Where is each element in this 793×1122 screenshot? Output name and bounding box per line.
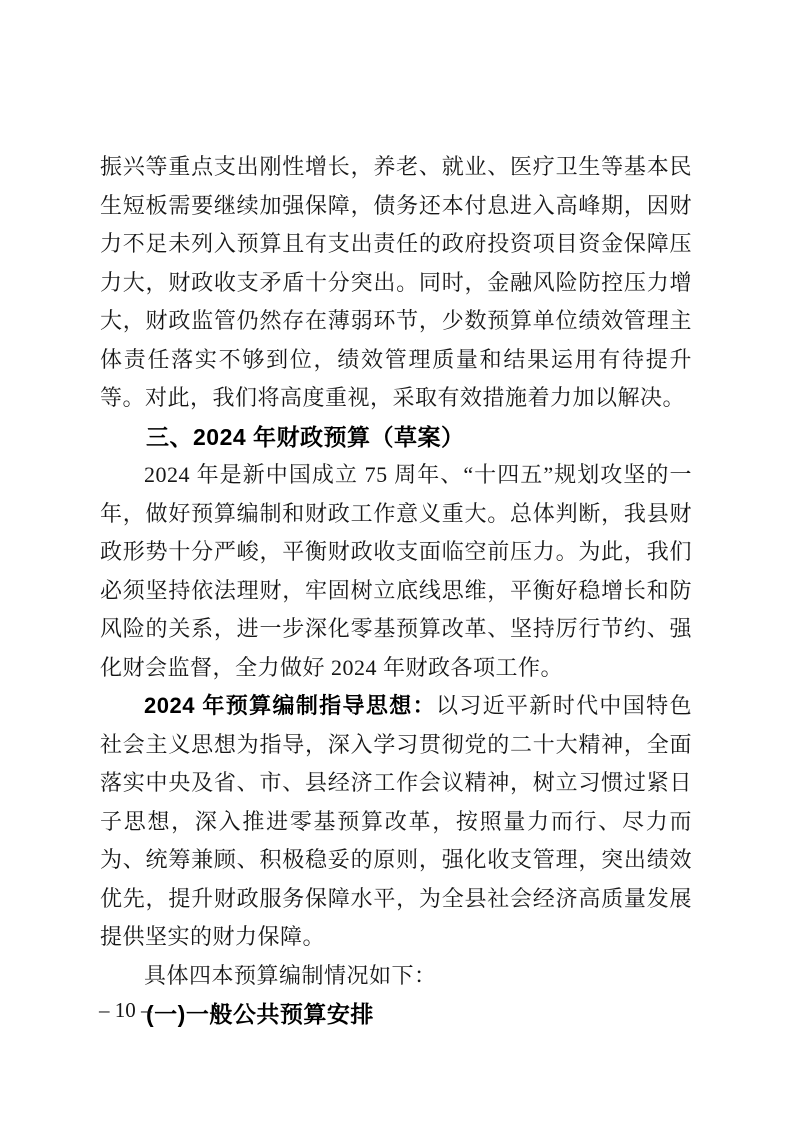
paragraph-overview: 2024 年是新中国成立 75 周年、“十四五”规划攻坚的一年，做好预算编制和财政工作意义重大。总体判断，我县财政形势十分严峻，平衡财政收支面临空前压力。为此，我们必须坚持依法理财，牢固树立底线思维，平衡好稳增长和防风险的关系，进一步深化零基预算改革、坚持厉行节约、强化财会监督，全力做好 2024 年财政各项工作。 xyxy=(100,462,692,680)
document-body xyxy=(100,148,692,1034)
guiding-thought-body: 以习近平新时代中国特色社会主义思想为指导，深入学习贯彻党的二十大精神，全面落实中央及省、市、县经济工作会议精神，树立习惯过紧日子思想，深入推进零基预算改革，按照量力而行、尽力而为、统筹兼顾、积极稳妥的原则，强化收支管理，突出绩效优先，提升财政服务保障水平，为全县社会经济高质量发展提供坚实的财力保障。 xyxy=(100,693,692,949)
paragraph-guiding-thought xyxy=(100,687,692,957)
page-number: – 10 – xyxy=(99,998,152,1022)
guiding-thought-lead: 2024 年预算编制指导思想： xyxy=(144,693,436,718)
paragraph-four-budgets: 具体四本预算编制情况如下： xyxy=(144,962,437,988)
section-heading-2024-budget-draft: 三、2024 年财政预算（草案） xyxy=(146,423,465,450)
subheading-general-public-budget: (一)一般公共预算安排 xyxy=(146,1001,374,1027)
paragraph-carryover: 振兴等重点支出刚性增长，养老、就业、医疗卫生等基本民生短板需要继续加强保障，债务还本付息进入高峰期，因财力不足未列入预算且有支出责任的政府投资项目资金保障压力大，财政收支矛盾十分突出。同时，金融风险防控压力增大，财政监管仍然存在薄弱环节，少数预算单位绩效管理主体责任落实不够到位，绩效管理质量和结果运用有待提升等。对此，我们将高度重视，采取有效措施着力加以解决。 xyxy=(100,154,692,410)
